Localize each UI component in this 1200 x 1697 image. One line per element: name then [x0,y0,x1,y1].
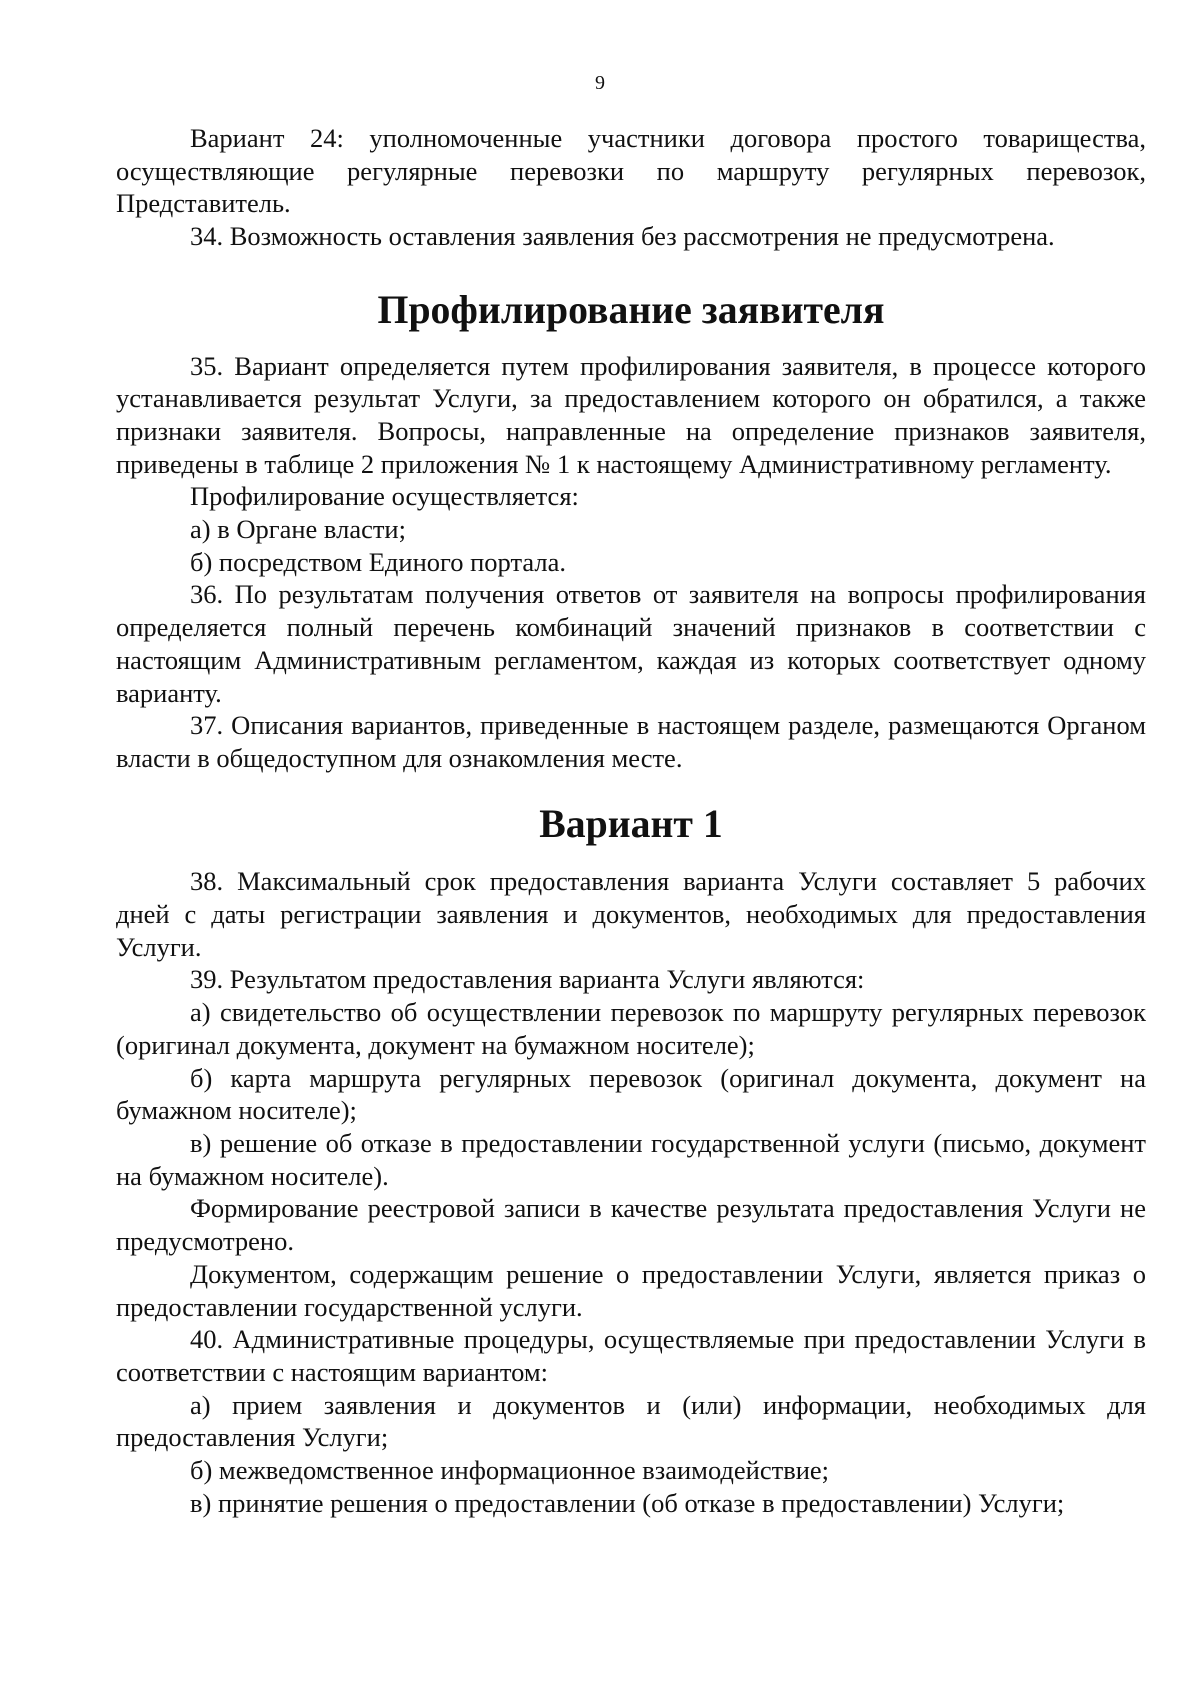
paragraph-39-item-c: в) решение об отказе в предоставлении государственной услуги (письмо, документ на бумажном носителе). [116,1127,1146,1191]
paragraph-36: 36. По результатам получения ответов от заявителя на вопросы профилирования определяется полный перечень комбинаций значений признаков в соответствии с настоящим Административным регламентом, каждая из которых соответствует одному варианту. [116,579,1146,708]
paragraph-38: 38. Максимальный срок предоставления варианта Услуги составляет 5 рабочих дней с даты регистрации заявления и документов, необходимых для предоставления Услуги. [116,866,1146,962]
paragraph-registry-record: Формирование реестровой записи в качестве результата предоставления Услуги не предусмотрено. [116,1193,1146,1257]
section-heading-profiling: Профилирование заявителя [377,287,885,332]
paragraph-39-item-b: б) карта маршрута регулярных перевозок (оригинал документа, документ на бумажном носителе); [116,1062,1146,1126]
paragraph-profiling-item-b: б) посредством Единого портала. [190,546,566,577]
paragraph-39-item-a: а) свидетельство об осуществлении перевозок по маршруту регулярных перевозок (оригинал документа, документ на бумажном носителе); [116,997,1146,1060]
paragraph-40-item-a: а) прием заявления и документов и (или) информации, необходимых для предоставления Услуги; [116,1389,1146,1453]
document-body [116,122,1146,1519]
paragraph-39: 39. Результатом предоставления варианта Услуги являются: [190,964,865,995]
paragraph-40-item-b: б) межведомственное информационное взаимодействие; [190,1455,830,1486]
profiling-section [116,350,1146,775]
paragraph-variant-24: Вариант 24: уполномоченные участники договора простого товарищества, осуществляющие регулярные перевозки по маршруту регулярных перевозок, Представитель. [116,123,1146,219]
page-number: 9 [595,72,605,94]
paragraph-37: 37. Описания вариантов, приведенные в настоящем разделе, размещаются Органом власти в общедоступном для ознакомления месте. [116,710,1146,773]
paragraph-40-item-c: в) принятие решения о предоставлении (об отказе в предоставлении) Услуги; [190,1487,1065,1518]
paragraph-profiling-item-a: а) в Органе власти; [190,514,406,545]
paragraph-34: 34. Возможность оставления заявления без рассмотрения не предусмотрена. [190,221,1055,252]
paragraph-decision-document: Документом, содержащим решение о предоставлении Услуги, является приказ о предоставлении государственной услуги. [116,1258,1146,1322]
section-heading-variant-1: Вариант 1 [539,801,723,846]
paragraph-35: 35. Вариант определяется путем профилирования заявителя, в процессе которого устанавливается результат Услуги, за предоставлением которого он обратился, а также признаки заявителя. Вопросы, направленные на определение признаков заявителя, приведены в таблице 2 приложения № 1 к настоящему Административному регламенту. [116,350,1146,479]
variant-1-section [116,865,1146,1519]
paragraph-40: 40. Административные процедуры, осуществляемые при предоставлении Услуги в соответствии с настоящим вариантом: [116,1324,1146,1387]
paragraph-profiling-intro: Профилирование осуществляется: [190,481,579,512]
